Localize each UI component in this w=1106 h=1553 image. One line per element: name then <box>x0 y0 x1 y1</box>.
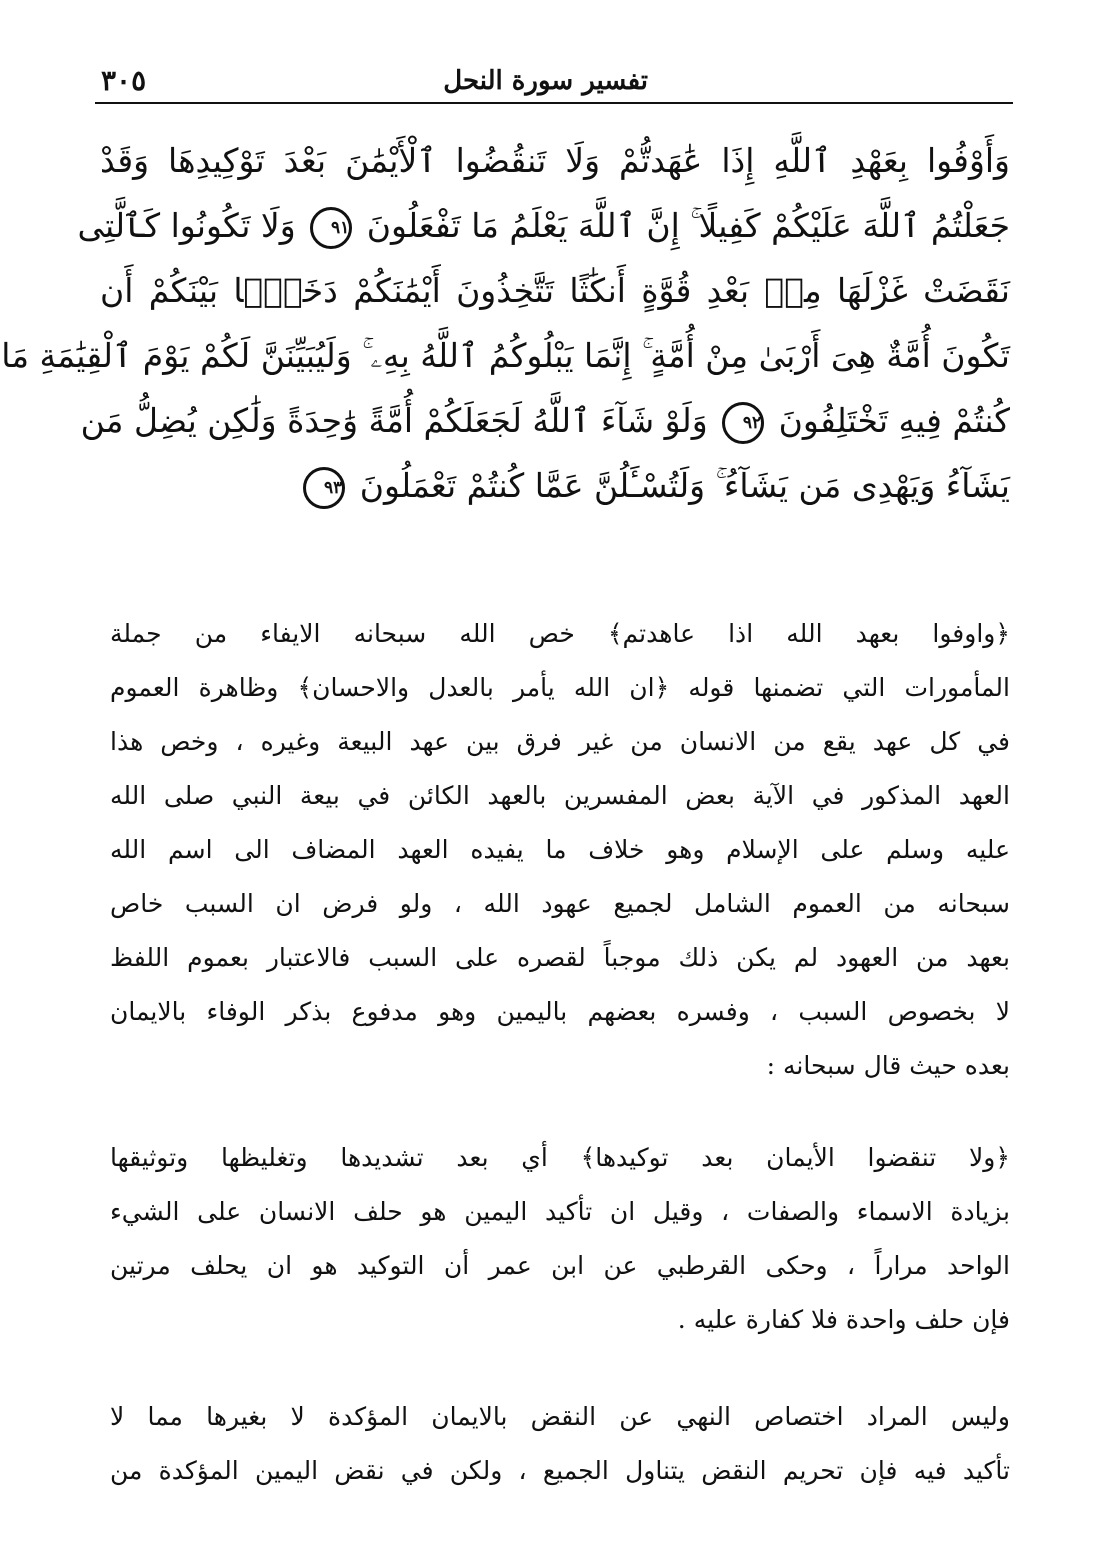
verse-line <box>77 193 1010 258</box>
paragraph-line: ﴿ولا تنقضوا الأيمان بعد توكيدها﴾ أي بعد تشديدها وتغليظها وتوثيقها <box>110 1143 1010 1172</box>
paragraph-line: بعده حيث قال سبحانه : <box>766 1051 1010 1080</box>
verse-line <box>100 258 1010 323</box>
running-title: تفسير سورة النحل <box>443 66 648 96</box>
quran-verse-block <box>1 128 1010 518</box>
paragraph-line: فإن حلف واحدة فلا كفارة عليه . <box>677 1305 1010 1334</box>
verse-text: وَأَوْفُوا بِعَهْدِ ٱللَّهِ إِذَا عَٰهَدتُّمْ وَلَا تَنقُضُوا ٱلْأَيْمَٰنَ بَعْدَ تَوْكِيدِهَا وَقَدْ <box>100 141 1010 180</box>
paragraph-line: العهد المذكور في الآية بعض المفسرين بالعهد الكائن في بيعة النبي صلى الله <box>110 781 1010 810</box>
paragraph-line: ﴿واوفوا بعهد الله اذا عاهدتم﴾ خص الله سبحانه الايفاء من جملة <box>110 619 1010 648</box>
verse-text: وَلَوْ شَآءَ ٱللَّهُ لَجَعَلَكُمْ أُمَّةً وَٰحِدَةً وَلَٰكِن يُضِلُّ مَن <box>80 401 708 440</box>
verse-line <box>100 453 1010 518</box>
verse-line <box>100 128 1010 193</box>
verse-line <box>1 323 1010 388</box>
paragraph-line: عليه وسلم على الإسلام وهو خلاف ما يفيده العهد المضاف الى اسم الله <box>110 835 1010 864</box>
commentary-paragraph-3 <box>110 1390 1010 1498</box>
verse-text: كُنتُمْ فِيهِ تَخْتَلِفُونَ <box>778 401 1010 440</box>
commentary-paragraph-1 <box>110 607 1010 1093</box>
paragraph-line: المأمورات التي تضمنها قوله ﴿ان الله يأمر بالعدل والاحسان﴾ وظاهرة العموم <box>110 673 1010 702</box>
ayah-number-marker: ٩٢ <box>722 402 764 444</box>
verse-text: نَقَضَتْ غَزْلَهَا مِنۢ بَعْدِ قُوَّةٍ أَنكَٰثًا تَتَّخِذُونَ أَيْمَٰنَكُمْ دَخَلًۢا بَيْنَكُمْ أَن <box>100 271 1010 310</box>
paragraph-line: وليس المراد اختصاص النهي عن النقض بالايمان المؤكدة لا بغيرها مما لا <box>110 1402 1010 1431</box>
ayah-number-marker: ٩٣ <box>303 467 345 509</box>
paragraph-line: بعهد من العهود لم يكن ذلك موجباً لقصره على السبب فالاعتبار بعموم اللفظ <box>110 943 1010 972</box>
page-header <box>95 62 1013 104</box>
page-number: ٣٠٥ <box>101 64 147 97</box>
commentary-paragraph-2 <box>110 1131 1010 1347</box>
verse-line <box>80 388 1010 453</box>
paragraph-line: الواحد مراراً ، وحكى القرطبي عن ابن عمر أن التوكيد هو ان يحلف مرتين <box>110 1251 1010 1280</box>
verse-text: وَلَا تَكُونُوا كَٱلَّتِى <box>77 206 296 245</box>
verse-text: يَشَآءُ وَيَهْدِى مَن يَشَآءُ ۚ وَلَتُسْـَٔلُنَّ عَمَّا كُنتُمْ تَعْمَلُونَ <box>359 466 1010 505</box>
paragraph-line: بزيادة الاسماء والصفات ، وقيل ان تأكيد اليمين هو حلف الانسان على الشيء <box>110 1197 1010 1226</box>
paragraph-line: سبحانه من العموم الشامل لجميع عهود الله ، ولو فرض ان السبب خاص <box>110 889 1010 918</box>
paragraph-line: لا بخصوص السبب ، وفسره بعضهم باليمين وهو مدفوع بذكر الوفاء بالايمان <box>110 997 1010 1026</box>
verse-text: جَعَلْتُمُ ٱللَّهَ عَلَيْكُمْ كَفِيلًا ۚ إِنَّ ٱللَّهَ يَعْلَمُ مَا تَفْعَلُونَ <box>366 206 1010 245</box>
verse-text: تَكُونَ أُمَّةٌ هِىَ أَرْبَىٰ مِنْ أُمَّةٍ ۚ إِنَّمَا يَبْلُوكُمُ ٱللَّهُ بِهِۦ ۚ وَلَيُبَيِّنَنَّ لَكُمْ يَوْمَ ٱلْقِيَٰمَةِ مَا <box>1 336 1010 375</box>
paragraph-line: في كل عهد يقع من الانسان من غير فرق بين عهد البيعة وغيره ، وخص هذا <box>110 727 1010 756</box>
paragraph-line: تأكيد فيه فإن تحريم النقض يتناول الجميع ، ولكن في نقض اليمين المؤكدة من <box>110 1456 1010 1485</box>
ayah-number-marker: ٩١ <box>310 207 352 249</box>
